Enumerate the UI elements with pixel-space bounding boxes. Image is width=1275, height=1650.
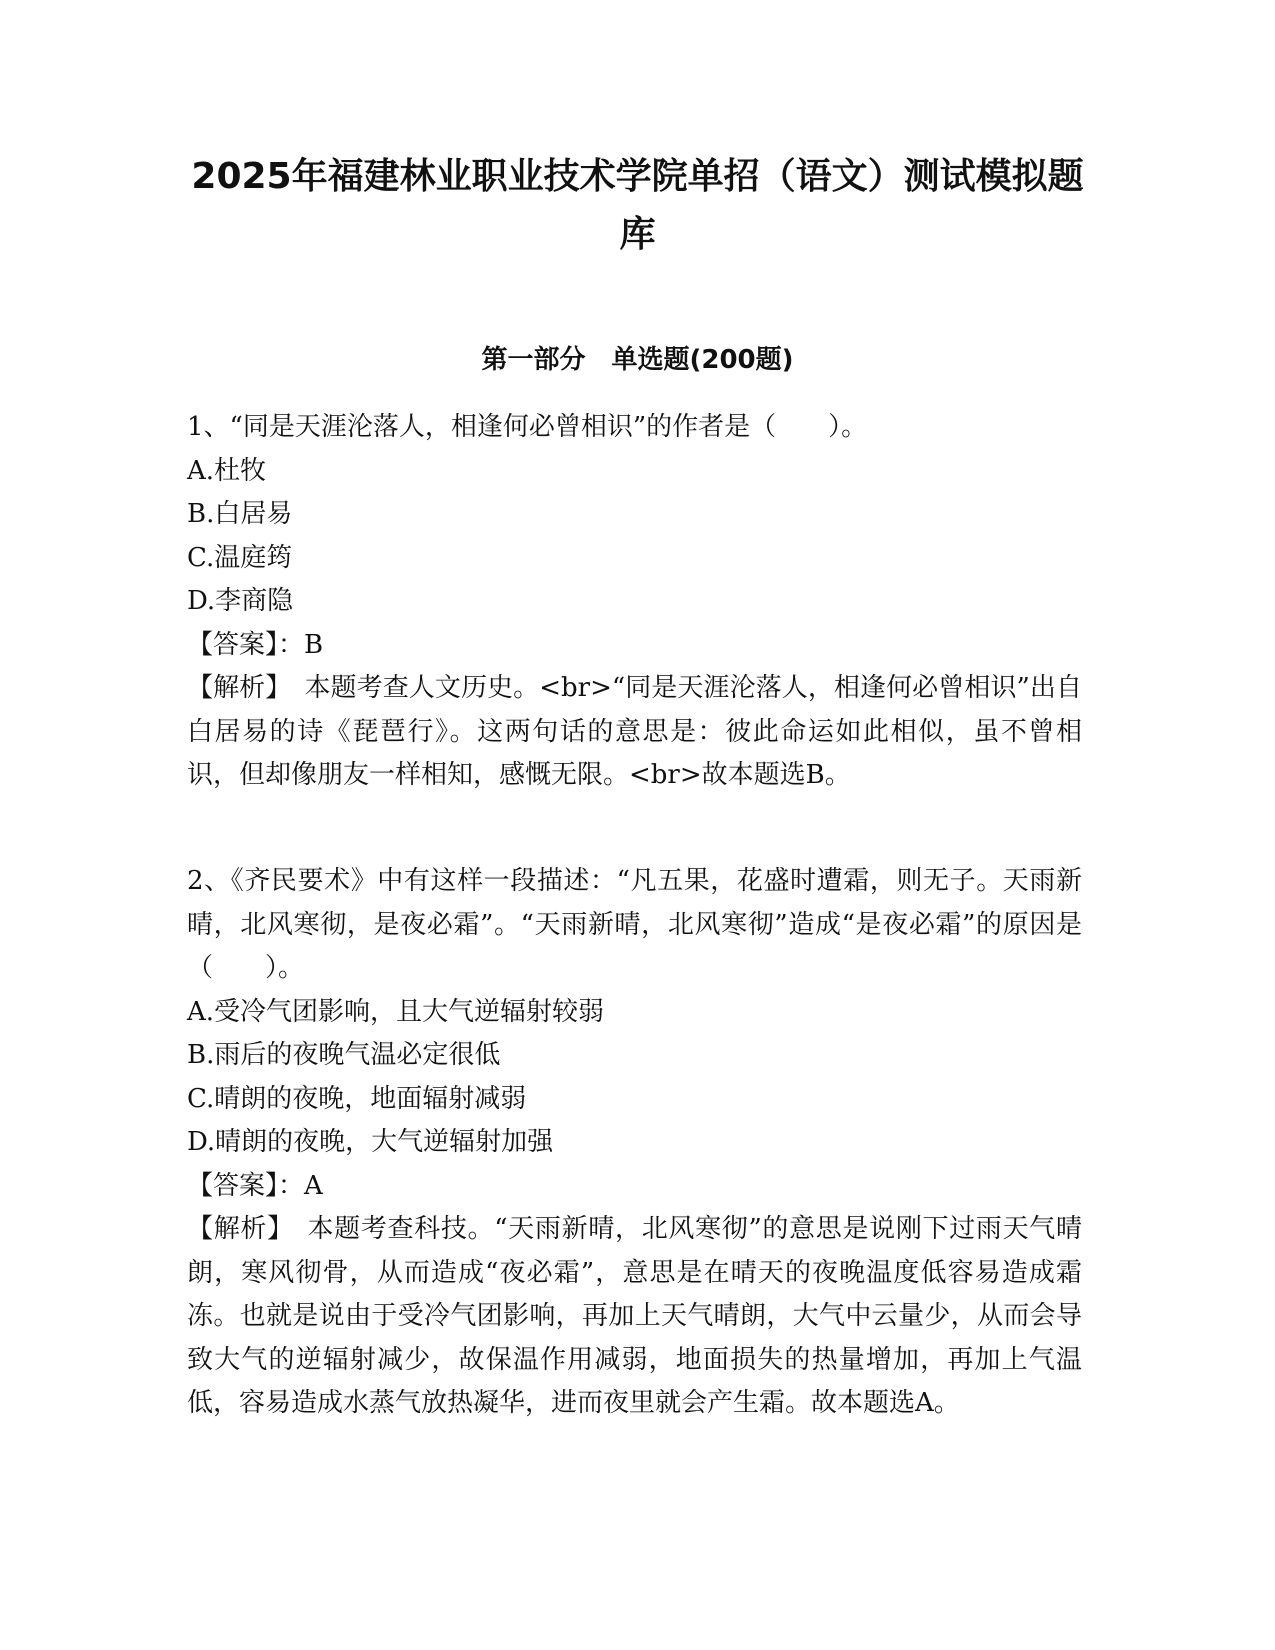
- answer-label: 【答案】：: [187, 1170, 305, 1201]
- section-heading: 第一部分 单选题(200题): [481, 345, 794, 375]
- document-title: 2025年福建林业职业技术学院单招（语文）测试模拟题库: [191, 156, 1084, 255]
- option-a: A.杜牧: [187, 455, 267, 486]
- explanation-text: 本题考查人文历史。<br>“同是天涯沦落人，相逢何必曾相识”出自白居易的诗《琵琶行》。这两句话的意思是：彼此命运如此相似，虽不曾相识，但却像朋友一样相知，感慨无限。<br>故本题选B。: [187, 673, 1082, 790]
- answer-line: [187, 624, 1082, 668]
- option-c: C.温庭筠: [187, 542, 293, 573]
- question-1: [187, 406, 1082, 798]
- answer-label: 【答案】：: [187, 629, 305, 660]
- explanation-label: 【解析】: [187, 673, 279, 703]
- option-b: B.白居易: [187, 499, 293, 529]
- option-a: A.受冷气团影响，且大气逆辐射较弱: [187, 996, 605, 1027]
- option-d: D.李商隐: [187, 586, 294, 616]
- option-c: C.晴朗的夜晚，地面辐射减弱: [187, 1083, 527, 1114]
- explanation: [187, 1208, 1082, 1426]
- question-stem: 1、“同是天涯沦落人，相逢何必曾相识”的作者是（ ）。: [187, 412, 868, 442]
- explanation-text: 本题考查科技。“天雨新晴，北风寒彻”的意思是说刚下过雨天气晴朗，寒风彻骨，从而造成“夜必霜”，意思是在晴天的夜晚温度低容易造成霜冻。也就是说由于受冷气团影响，再加上天气晴朗，大气中云量少，从而会导致大气的逆辐射减少，故保温作用减弱，地面损失的热量增加，再加上气温低，容易造成水蒸气放热凝华，进而夜里就会产生霜。故本题选A。: [187, 1214, 1082, 1418]
- explanation: [187, 667, 1082, 798]
- explanation-label: 【解析】: [187, 1214, 281, 1244]
- answer-line: [187, 1165, 1082, 1209]
- question-stem: 2、《齐民要术》中有这样一段描述：“凡五果，花盛时遭霜，则无子。天雨新晴，北风寒彻，是夜必霜”。“天雨新晴，北风寒彻”造成“是夜必霜”的原因是（ ）。: [187, 866, 1082, 983]
- question-2: [187, 860, 1082, 1426]
- answer-value: B: [304, 629, 324, 660]
- answer-value: A: [304, 1170, 323, 1201]
- option-d: D.晴朗的夜晚，大气逆辐射加强: [187, 1127, 554, 1157]
- option-b: B.雨后的夜晚气温必定很低: [187, 1040, 501, 1070]
